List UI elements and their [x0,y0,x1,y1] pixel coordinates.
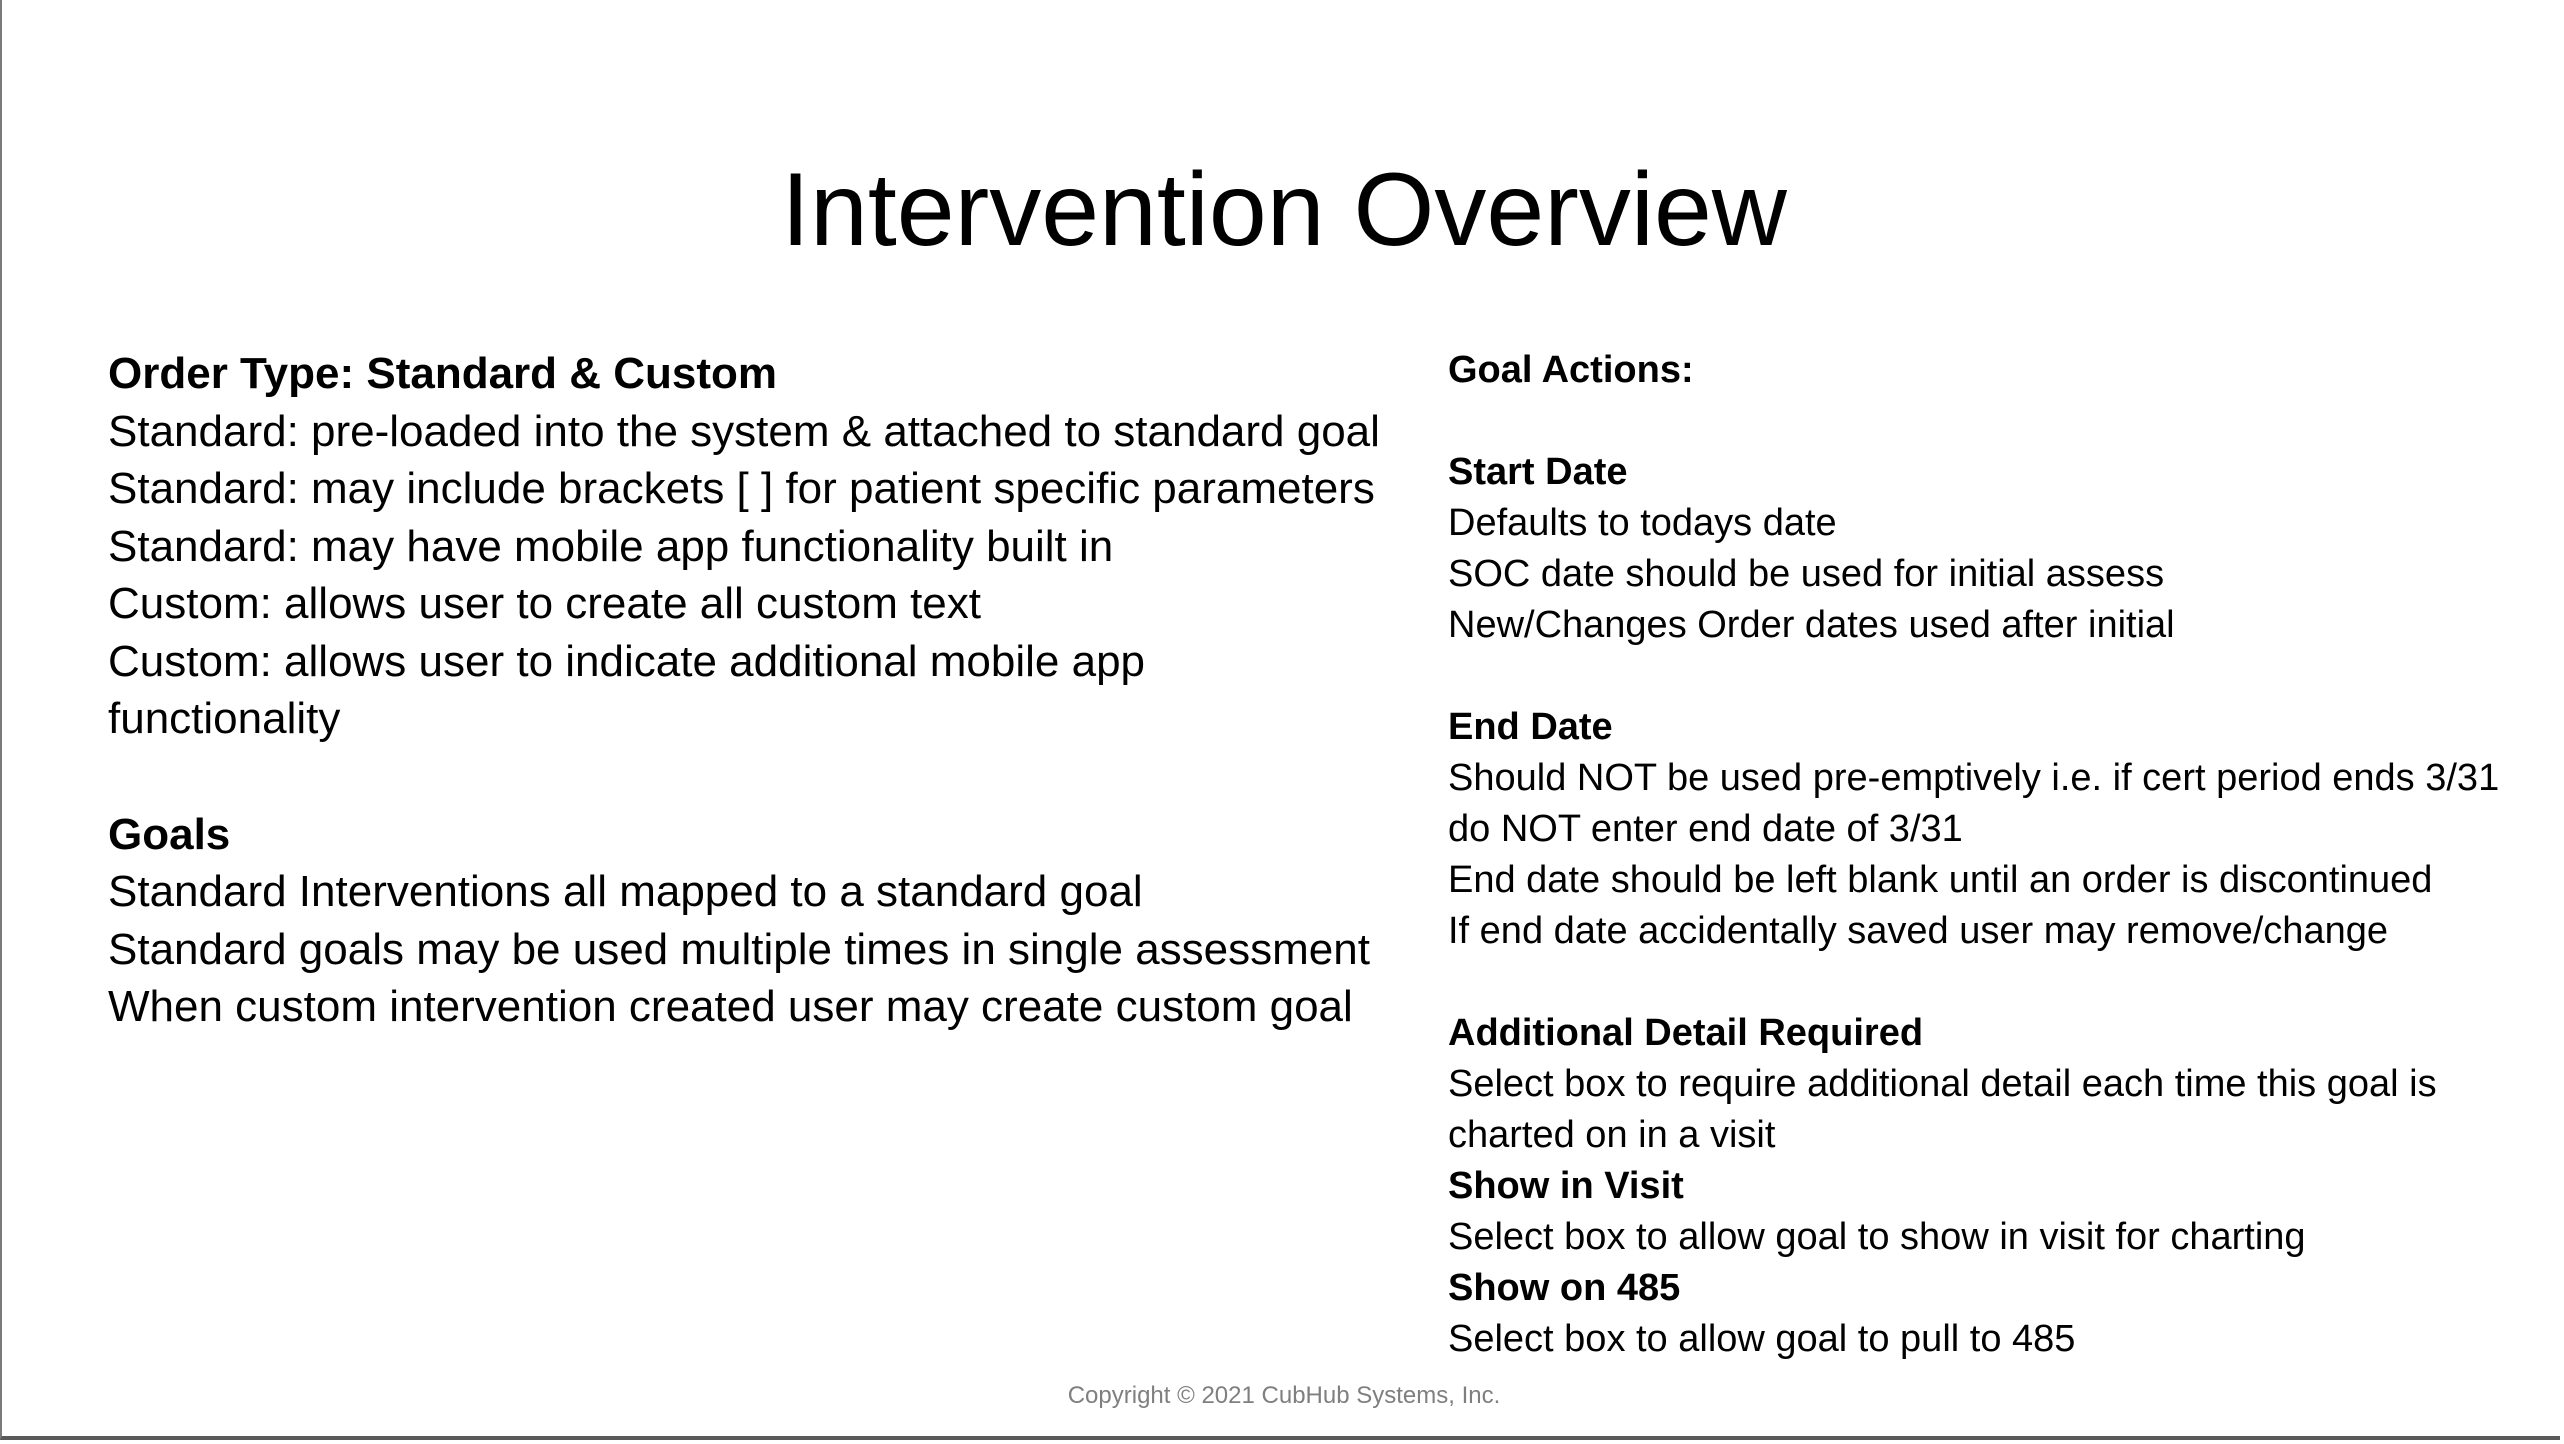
goals-line: Standard Interventions all mapped to a standard goal [108,867,1143,916]
show-in-visit-line: Select box to allow goal to show in visit for charting [1448,1216,2306,1258]
start-date-line: SOC date should be used for initial assess [1448,553,2165,595]
goals-line: When custom intervention created user may create custom goal [108,982,1353,1031]
left-column [108,345,1438,1036]
order-type-line: Standard: may include brackets [ ] for patient specific parameters [108,464,1375,513]
goals-heading: Goals [108,809,231,859]
right-column [1448,345,2548,1365]
show-on-485-heading: Show on 485 [1448,1267,1681,1309]
end-date-line: End date should be left blank until an order is discontinued [1448,859,2433,901]
start-date-heading: Start Date [1448,451,1628,493]
goals-section [108,806,1438,1036]
order-type-heading: Order Type: Standard & Custom [108,349,778,398]
order-type-line: functionality [108,694,341,743]
order-type-line: Custom: allows user to indicate additional mobile app [108,636,1146,686]
end-date-line: If end date accidentally saved user may remove/change [1448,910,2388,952]
additional-detail-heading: Additional Detail Required [1448,1012,1924,1054]
end-date-line: do NOT enter end date of 3/31 [1448,808,1963,850]
spacer [1448,396,2548,447]
spacer [1448,651,2548,702]
order-type-line: Standard: pre-loaded into the system & attached to standard goal [108,406,1380,456]
end-date-heading: End Date [1448,706,1613,748]
spacer [1448,957,2548,1008]
start-date-line: New/Changes Order dates used after initial [1448,604,2175,646]
show-on-485-line: Select box to allow goal to pull to 485 [1448,1318,2076,1360]
slide-title: Intervention Overview [781,152,1787,268]
additional-detail-line: Select box to require additional detail each time this goal is [1448,1063,2437,1105]
end-date-section [1448,702,2548,957]
copyright-footer: Copyright © 2021 CubHub Systems, Inc. [1067,1382,1501,1409]
show-in-visit-section [1448,1161,2548,1263]
spacer [108,748,1438,806]
show-in-visit-heading: Show in Visit [1448,1165,1684,1207]
end-date-line: Should NOT be used pre-emptively i.e. if cert period ends 3/31 [1448,757,2500,799]
start-date-line: Defaults to todays date [1448,502,1837,544]
show-on-485-section [1448,1263,2548,1365]
order-type-line: Custom: allows user to create all custom text [108,579,981,628]
additional-detail-section [1448,1008,2548,1161]
goals-line: Standard goals may be used multiple times in single assessment [108,924,1370,974]
goal-actions-heading: Goal Actions: [1448,349,1694,391]
order-type-line: Standard: may have mobile app functionality built in [108,521,1114,571]
start-date-section [1448,447,2548,651]
order-type-section [108,345,1438,748]
additional-detail-line: charted on in a visit [1448,1114,1776,1156]
